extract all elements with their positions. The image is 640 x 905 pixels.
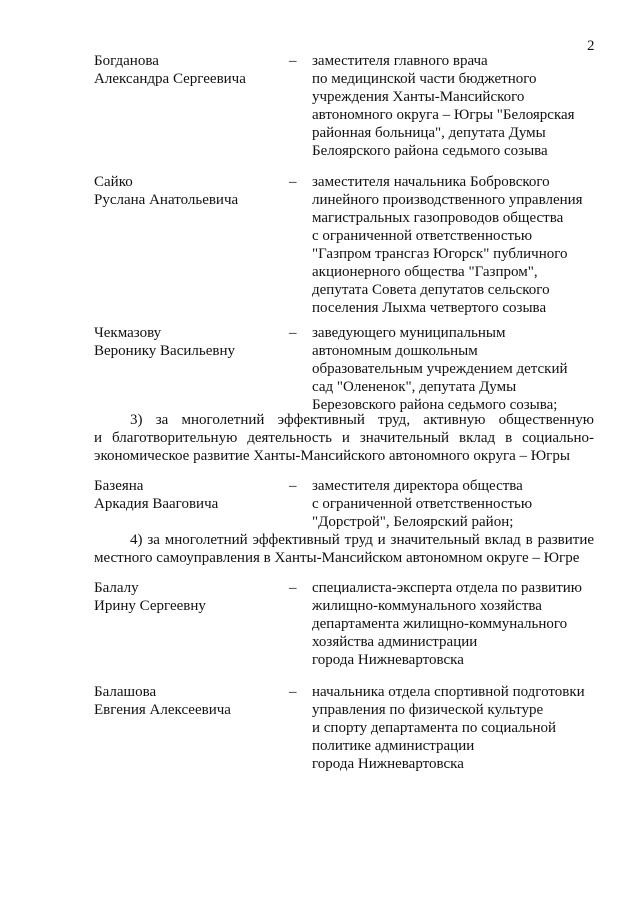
person-name [94,173,238,209]
position-line: "Газпром трансгаз Югорск" публичного [312,246,568,262]
person-name [94,579,206,615]
section-paragraph [94,411,594,465]
position-line: города Нижневартовска [312,756,464,772]
name-line: Евгения Алексеевича [94,702,231,718]
position-line: с ограниченной ответственностью [312,228,533,244]
position-line: заместителя главного врача [312,53,488,69]
dash: – [289,174,297,190]
name-line: Ирину Сергеевну [94,598,206,614]
position-line: и спорту департамента по социальной [312,720,557,736]
position-line: специалиста-эксперта отдела по развитию [312,580,582,596]
position-line: управления по физической культуре [312,702,544,718]
person-position [312,683,607,773]
position-line: хозяйства администрации [312,634,478,650]
dash: – [289,325,297,341]
dash: – [289,478,297,494]
person-position [312,477,607,531]
position-line: департамента жилищно-коммунального [312,616,568,632]
paragraph-line: 4) за многолетний эффективный труд и значительный вклад в развитие [130,532,594,548]
position-line: "Дорстрой", Белоярский район; [312,514,514,530]
person-position [312,173,607,317]
person-position [312,579,607,669]
page-number: 2 [587,38,595,54]
dash: – [289,684,297,700]
position-line: линейного производственного управления [312,192,583,208]
name-line: Веронику Васильевну [94,343,235,359]
position-line: районная больница", депутата Думы [312,125,546,141]
name-line: Аркадия Вааговича [94,496,219,512]
name-line: Балалу [94,580,139,596]
name-line: Сайко [94,174,133,190]
position-line: учреждения Ханты-Мансийского [312,89,525,105]
person-name [94,683,231,719]
position-line: автономного округа – Югры "Белоярская [312,107,575,123]
name-line: Руслана Анатольевича [94,192,239,208]
position-line: акционерного общества "Газпром", [312,264,538,280]
section-paragraph [94,531,594,567]
position-line: жилищно-коммунального хозяйства [312,598,542,614]
position-line: образовательным учреждением детский [312,361,568,377]
position-line: Белоярского района седьмого созыва [312,143,548,159]
name-line: Базеяна [94,478,144,494]
person-name [94,477,218,513]
paragraph-line: местного самоуправления в Ханты-Мансийском автономном округе – Югре [94,550,580,566]
position-line: заведующего муниципальным [312,325,506,341]
paragraph-line: 3) за многолетний эффективный труд, активную общественную [130,412,594,428]
position-line: начальника отдела спортивной подготовки [312,684,585,700]
position-line: с ограниченной ответственностью [312,496,533,512]
name-line: Александра Сергеевича [94,71,246,87]
paragraph-line: экономическое развитие Ханты-Мансийского автономного округа – Югры [94,448,570,464]
dash: – [289,580,297,596]
position-line: поселения Лыхма четвертого созыва [312,300,547,316]
name-line: Балашова [94,684,157,700]
position-line: магистральных газопроводов общества [312,210,564,226]
paragraph-line: и благотворительную деятельность и значительный вклад в социально- [94,430,594,446]
person-position [312,52,607,160]
name-line: Чекмазову [94,325,162,341]
dash: – [289,53,297,69]
position-line: заместителя директора общества [312,478,523,494]
person-name [94,324,235,360]
person-name [94,52,246,88]
position-line: города Нижневартовска [312,652,464,668]
position-line: депутата Совета депутатов сельского [312,282,550,298]
person-position [312,324,607,414]
position-line: автономным дошкольным [312,343,478,359]
position-line: по медицинской части бюджетного [312,71,537,87]
name-line: Богданова [94,53,159,69]
position-line: политике администрации [312,738,475,754]
position-line: сад "Олененок", депутата Думы [312,379,517,395]
position-line: заместителя начальника Бобровского [312,174,550,190]
position-line: Березовского района седьмого созыва; [312,397,558,413]
